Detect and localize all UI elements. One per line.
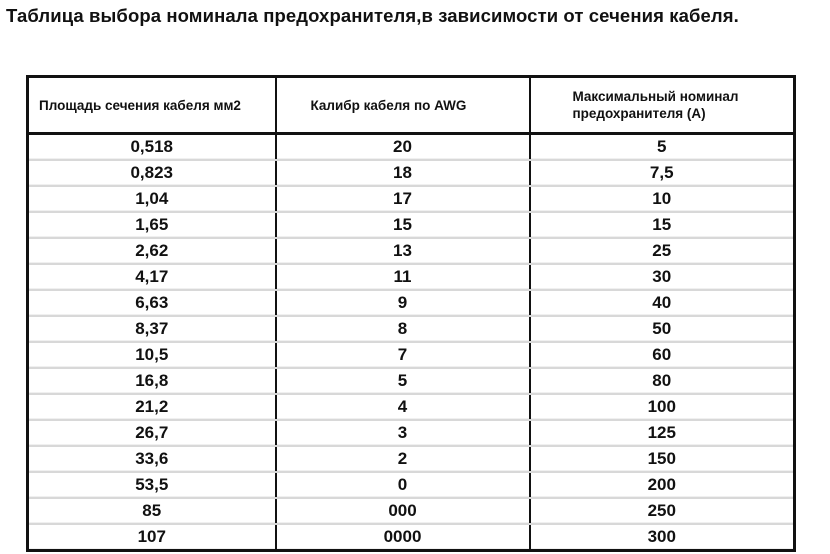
cell-awg-gauge: 3 (276, 420, 530, 446)
cell-awg-gauge: 4 (276, 394, 530, 420)
cell-cable-section: 0,518 (28, 134, 276, 161)
page-title: Таблица выбора номинала предохранителя,в зависимости от сечения кабеля. (6, 5, 739, 26)
table-row (28, 212, 795, 238)
cell-awg-gauge: 15 (276, 212, 530, 238)
cell-max-fuse-rating: 125 (530, 420, 795, 446)
table-row (28, 394, 795, 420)
cell-cable-section: 85 (28, 498, 276, 524)
table-row (28, 290, 795, 316)
cell-cable-section: 21,2 (28, 394, 276, 420)
cell-cable-section: 8,37 (28, 316, 276, 342)
cell-max-fuse-rating: 50 (530, 316, 795, 342)
cell-max-fuse-rating: 300 (530, 524, 795, 551)
table-row (28, 342, 795, 368)
cell-cable-section: 10,5 (28, 342, 276, 368)
cell-awg-gauge: 11 (276, 264, 530, 290)
cell-cable-section: 53,5 (28, 472, 276, 498)
cell-cable-section: 33,6 (28, 446, 276, 472)
cell-max-fuse-rating: 5 (530, 134, 795, 161)
table-row (28, 472, 795, 498)
table-row (28, 238, 795, 264)
fuse-selection-table (26, 75, 796, 552)
table-row (28, 264, 795, 290)
cell-cable-section: 16,8 (28, 368, 276, 394)
cell-max-fuse-rating: 7,5 (530, 160, 795, 186)
header-awg-gauge: Калибр кабеля по AWG (276, 77, 530, 134)
cell-awg-gauge: 0000 (276, 524, 530, 551)
table-row (28, 160, 795, 186)
cell-max-fuse-rating: 200 (530, 472, 795, 498)
cell-max-fuse-rating: 10 (530, 186, 795, 212)
header-max-fuse-rating: Максимальный номинал предохранителя (А) (530, 77, 795, 134)
cell-max-fuse-rating: 15 (530, 212, 795, 238)
cell-cable-section: 4,17 (28, 264, 276, 290)
cell-awg-gauge: 0 (276, 472, 530, 498)
table-row (28, 186, 795, 212)
cell-awg-gauge: 2 (276, 446, 530, 472)
table-row (28, 368, 795, 394)
cell-cable-section: 26,7 (28, 420, 276, 446)
cell-max-fuse-rating: 30 (530, 264, 795, 290)
table-row (28, 316, 795, 342)
table-row (28, 134, 795, 161)
cell-cable-section: 1,04 (28, 186, 276, 212)
cell-max-fuse-rating: 250 (530, 498, 795, 524)
cell-awg-gauge: 8 (276, 316, 530, 342)
cell-awg-gauge: 18 (276, 160, 530, 186)
cell-max-fuse-rating: 60 (530, 342, 795, 368)
cell-awg-gauge: 000 (276, 498, 530, 524)
cell-max-fuse-rating: 40 (530, 290, 795, 316)
cell-cable-section: 6,63 (28, 290, 276, 316)
table-row (28, 420, 795, 446)
cell-cable-section: 107 (28, 524, 276, 551)
cell-awg-gauge: 17 (276, 186, 530, 212)
cell-max-fuse-rating: 25 (530, 238, 795, 264)
table-header-row (28, 77, 795, 134)
table-row (28, 498, 795, 524)
table-body (28, 134, 795, 551)
cell-max-fuse-rating: 100 (530, 394, 795, 420)
cell-cable-section: 1,65 (28, 212, 276, 238)
cell-awg-gauge: 13 (276, 238, 530, 264)
cell-awg-gauge: 7 (276, 342, 530, 368)
cell-awg-gauge: 5 (276, 368, 530, 394)
cell-awg-gauge: 9 (276, 290, 530, 316)
table-row (28, 446, 795, 472)
cell-cable-section: 2,62 (28, 238, 276, 264)
header-cable-section: Площадь сечения кабеля мм2 (28, 77, 276, 134)
cell-max-fuse-rating: 80 (530, 368, 795, 394)
cell-max-fuse-rating: 150 (530, 446, 795, 472)
cell-awg-gauge: 20 (276, 134, 530, 161)
table-row (28, 524, 795, 551)
cell-cable-section: 0,823 (28, 160, 276, 186)
